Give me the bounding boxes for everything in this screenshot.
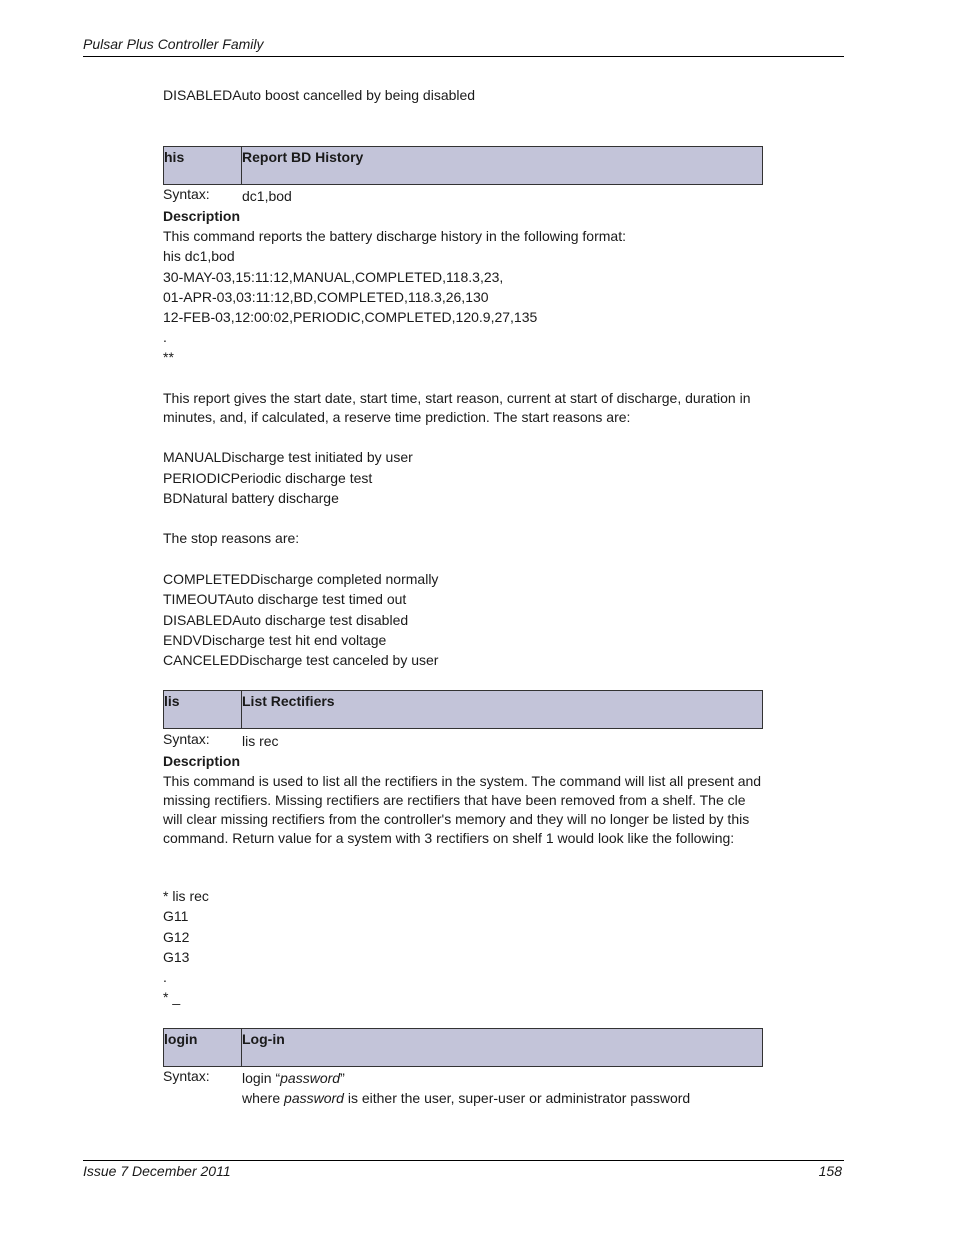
his-command-box — [163, 146, 763, 185]
header-rule — [83, 56, 844, 57]
login-where-prefix: where — [242, 1090, 285, 1106]
lis-output-line: * lis rec — [163, 888, 209, 904]
lis-output-line: G13 — [163, 949, 190, 965]
disabled-line: DISABLEDAuto boost cancelled by being disabled — [163, 87, 476, 103]
lis-command-title: List Rectifiers — [242, 693, 335, 709]
lis-description-paragraph: This command is used to list all the rectifiers in the system. The command will list all present and missing rectifiers. Missing rectifiers are rectifiers that have been removed from a shelf. The cle will clear missing rectifiers from the controller's memory and they will no longer be listed by this command. Return value for a system with 3 rectifiers on shelf 1 would look like the following: — [163, 773, 762, 846]
lis-syntax-label: Syntax: — [163, 731, 210, 747]
his-syntax-value: dc1,bod — [242, 188, 292, 204]
his-syntax-label: Syntax: — [163, 186, 210, 202]
lis-command-box — [163, 690, 763, 729]
login-command-name: login — [164, 1031, 198, 1047]
login-syntax-param: password — [280, 1070, 341, 1086]
lis-output-line: G11 — [163, 908, 189, 924]
footer-rule — [83, 1160, 844, 1161]
lis-syntax-value: lis rec — [242, 733, 279, 749]
login-syntax-suffix: ” — [340, 1070, 345, 1086]
stop-reasons-intro: The stop reasons are: — [163, 530, 300, 546]
lis-command-name: lis — [164, 693, 180, 709]
his-line: 01-APR-03,03:11:12,BD,COMPLETED,118.3,26,130 — [163, 289, 489, 305]
his-command-name: his — [164, 149, 185, 165]
his-line: his dc1,bod — [163, 248, 235, 264]
login-where-param: password — [284, 1090, 344, 1106]
lis-output-line: G12 — [163, 929, 190, 945]
login-syntax-label: Syntax: — [163, 1068, 210, 1084]
stop-reason: TIMEOUTAuto discharge test timed out — [163, 591, 407, 607]
lis-output-line: . — [163, 969, 167, 985]
stop-reason: CANCELEDDischarge test canceled by user — [163, 652, 439, 668]
his-line: 30-MAY-03,15:11:12,MANUAL,COMPLETED,118.3,23, — [163, 269, 504, 285]
login-command-title: Log-in — [242, 1031, 285, 1047]
lis-description-heading: Description — [163, 753, 241, 769]
his-description-heading: Description — [163, 208, 241, 224]
start-reason: BDNatural battery discharge — [163, 490, 339, 506]
footer-issue: Issue 7 December 2011 — [83, 1163, 231, 1179]
login-syntax-prefix: login “ — [242, 1070, 281, 1086]
his-report-paragraph: This report gives the start date, start time, start reason, current at start of discharge, duration in minutes, and, if calculated, a reserve time prediction. The start reasons are: — [163, 390, 751, 425]
stop-reason: COMPLETEDDischarge completed normally — [163, 571, 439, 587]
login-where-line — [242, 1088, 690, 1108]
his-line: ** — [163, 349, 174, 365]
login-command-box — [163, 1028, 763, 1067]
login-where-suffix: is either the user, super-user or administrator password — [343, 1090, 691, 1106]
start-reason: PERIODICPeriodic discharge test — [163, 470, 373, 486]
his-line: This command reports the battery discharge history in the following format: — [163, 228, 626, 244]
his-line: 12-FEB-03,12:00:02,PERIODIC,COMPLETED,120.9,27,135 — [163, 309, 538, 325]
stop-reason: ENDVDischarge test hit end voltage — [163, 632, 387, 648]
lis-output-line: * _ — [163, 989, 181, 1005]
header-title: Pulsar Plus Controller Family — [83, 36, 264, 52]
his-line: . — [163, 329, 167, 345]
login-syntax-value — [242, 1068, 345, 1088]
stop-reason: DISABLEDAuto discharge test disabled — [163, 612, 409, 628]
page-number: 158 — [818, 1163, 842, 1179]
his-command-title: Report BD History — [242, 149, 364, 165]
start-reason: MANUALDischarge test initiated by user — [163, 449, 413, 465]
